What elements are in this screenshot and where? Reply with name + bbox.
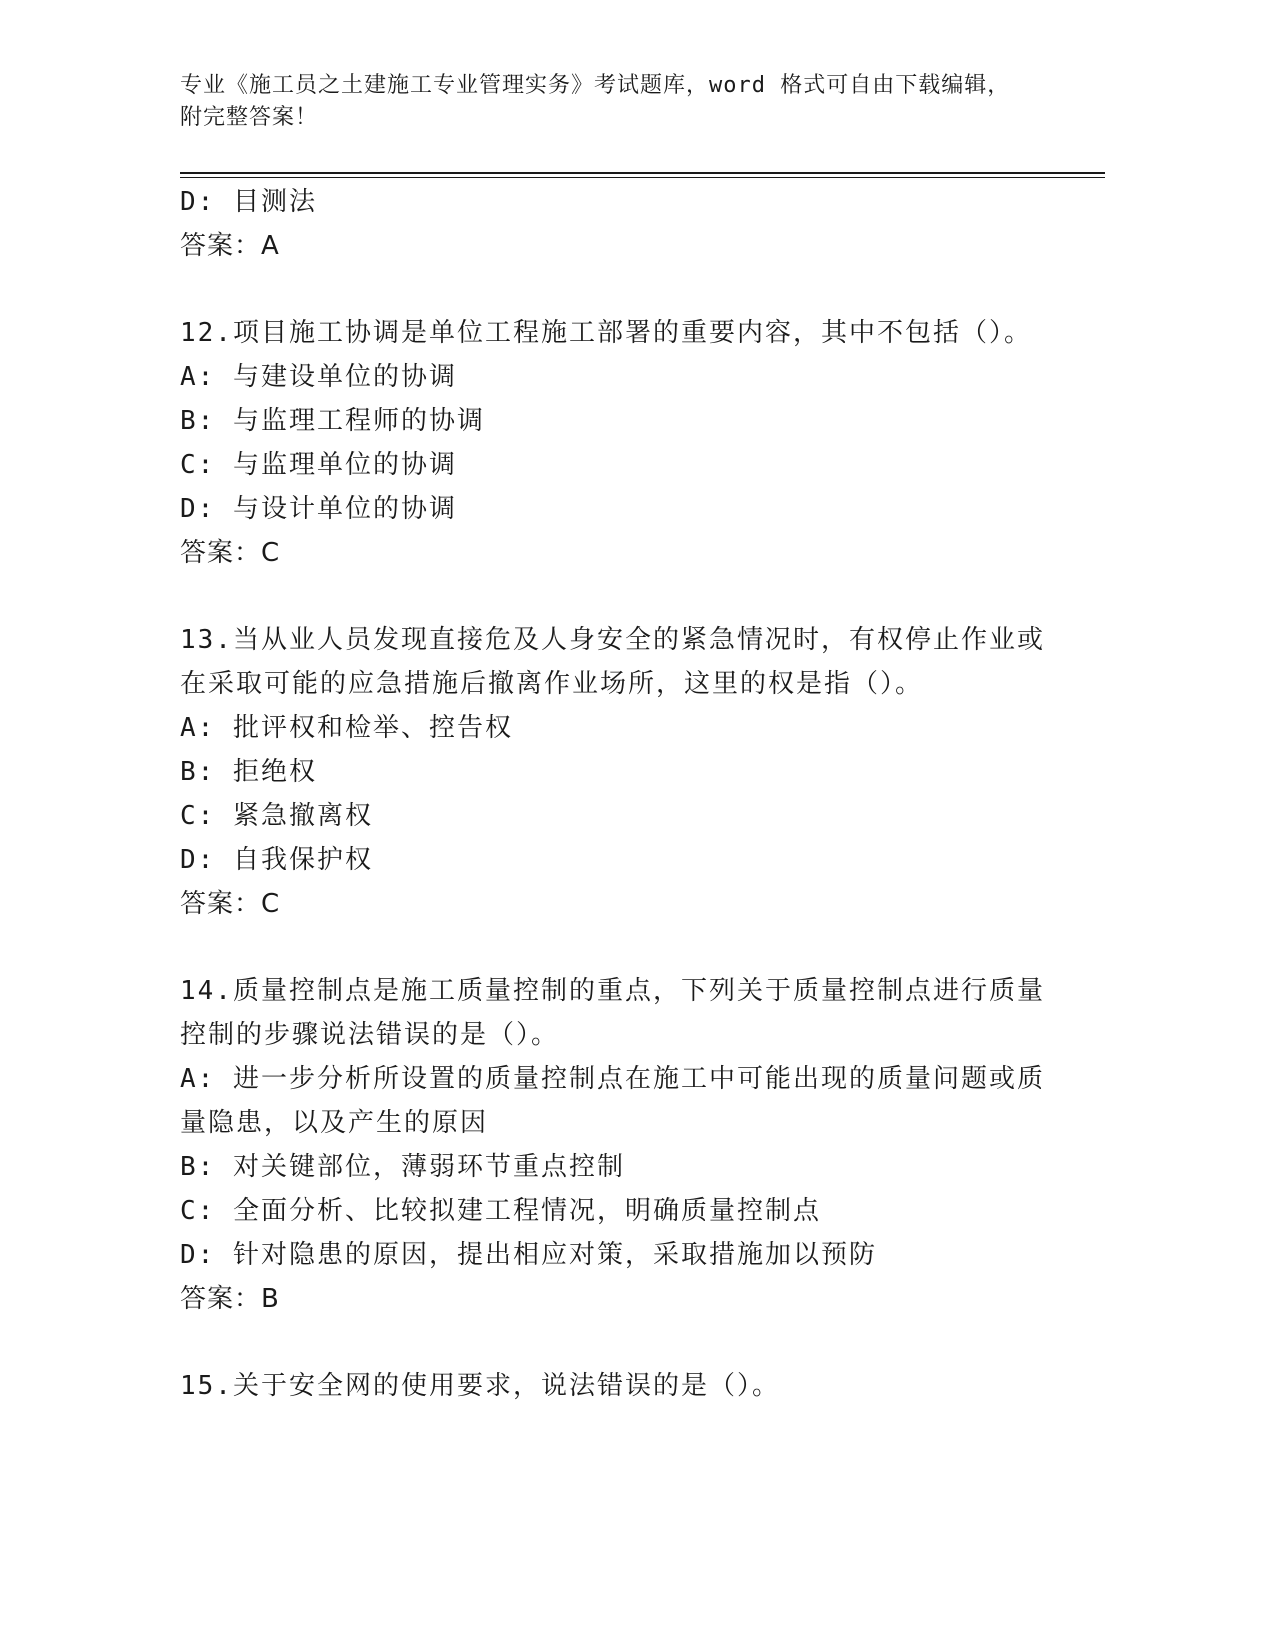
question-14-answer: 答案：B [180,1284,280,1314]
question-12-stem: 12.项目施工协调是单位工程施工部署的重要内容，其中不包括（）。 [180,318,1032,348]
question-12-option-c: C: 与监理单位的协调 [180,450,457,480]
spacer [180,575,1040,618]
question-13-option-a: A: 批评权和检举、控告权 [180,713,513,743]
question-13-option-d: D: 自我保护权 [180,845,373,875]
header-line-1: 专业《施工员之土建施工专业管理实务》考试题库，word 格式可自由下载编辑， [180,73,1011,98]
spacer [180,926,1040,969]
header-rule-thick [180,172,1105,174]
question-14-stem-line-2: 控制的步骤说法错误的是（）。 [180,1020,560,1050]
prev-answer: 答案：A [180,231,280,261]
question-15-stem: 15.关于安全网的使用要求，说法错误的是（）。 [180,1371,780,1401]
question-13-stem-line-1: 13.当从业人员发现直接危及人身安全的紧急情况时，有权停止作业或 [180,625,1045,655]
question-14-option-b: B: 对关键部位，薄弱环节重点控制 [180,1152,625,1182]
question-content [180,180,1045,1408]
question-13-answer: 答案：C [180,889,281,919]
question-14-option-a-line-2: 量隐患，以及产生的原因 [180,1108,489,1138]
spacer [180,1321,1040,1364]
question-12-option-d: D: 与设计单位的协调 [180,494,457,524]
header-line-2: 附完整答案！ [180,105,319,130]
question-14-option-a-line-1: A: 进一步分析所设置的质量控制点在施工中可能出现的质量问题或质 [180,1064,1045,1094]
question-12-option-b: B: 与监理工程师的协调 [180,406,485,436]
question-14-option-d: D: 针对隐患的原因，提出相应对策，采取措施加以预防 [180,1240,877,1270]
document-header [180,70,1080,134]
header-rule-thin [180,177,1105,178]
question-13-stem-line-2: 在采取可能的应急措施后撤离作业场所，这里的权是指（）。 [180,669,924,699]
question-12-answer: 答案：C [180,538,281,568]
question-12-option-a: A: 与建设单位的协调 [180,362,457,392]
prev-option-d: D: 目测法 [180,187,317,217]
question-13-option-b: B: 拒绝权 [180,757,317,787]
question-13-option-c: C: 紧急撤离权 [180,801,373,831]
question-14-option-c: C: 全面分析、比较拟建工程情况，明确质量控制点 [180,1196,821,1226]
question-14-stem-line-1: 14.质量控制点是施工质量控制的重点，下列关于质量控制点进行质量 [180,976,1045,1006]
spacer [180,268,1040,311]
